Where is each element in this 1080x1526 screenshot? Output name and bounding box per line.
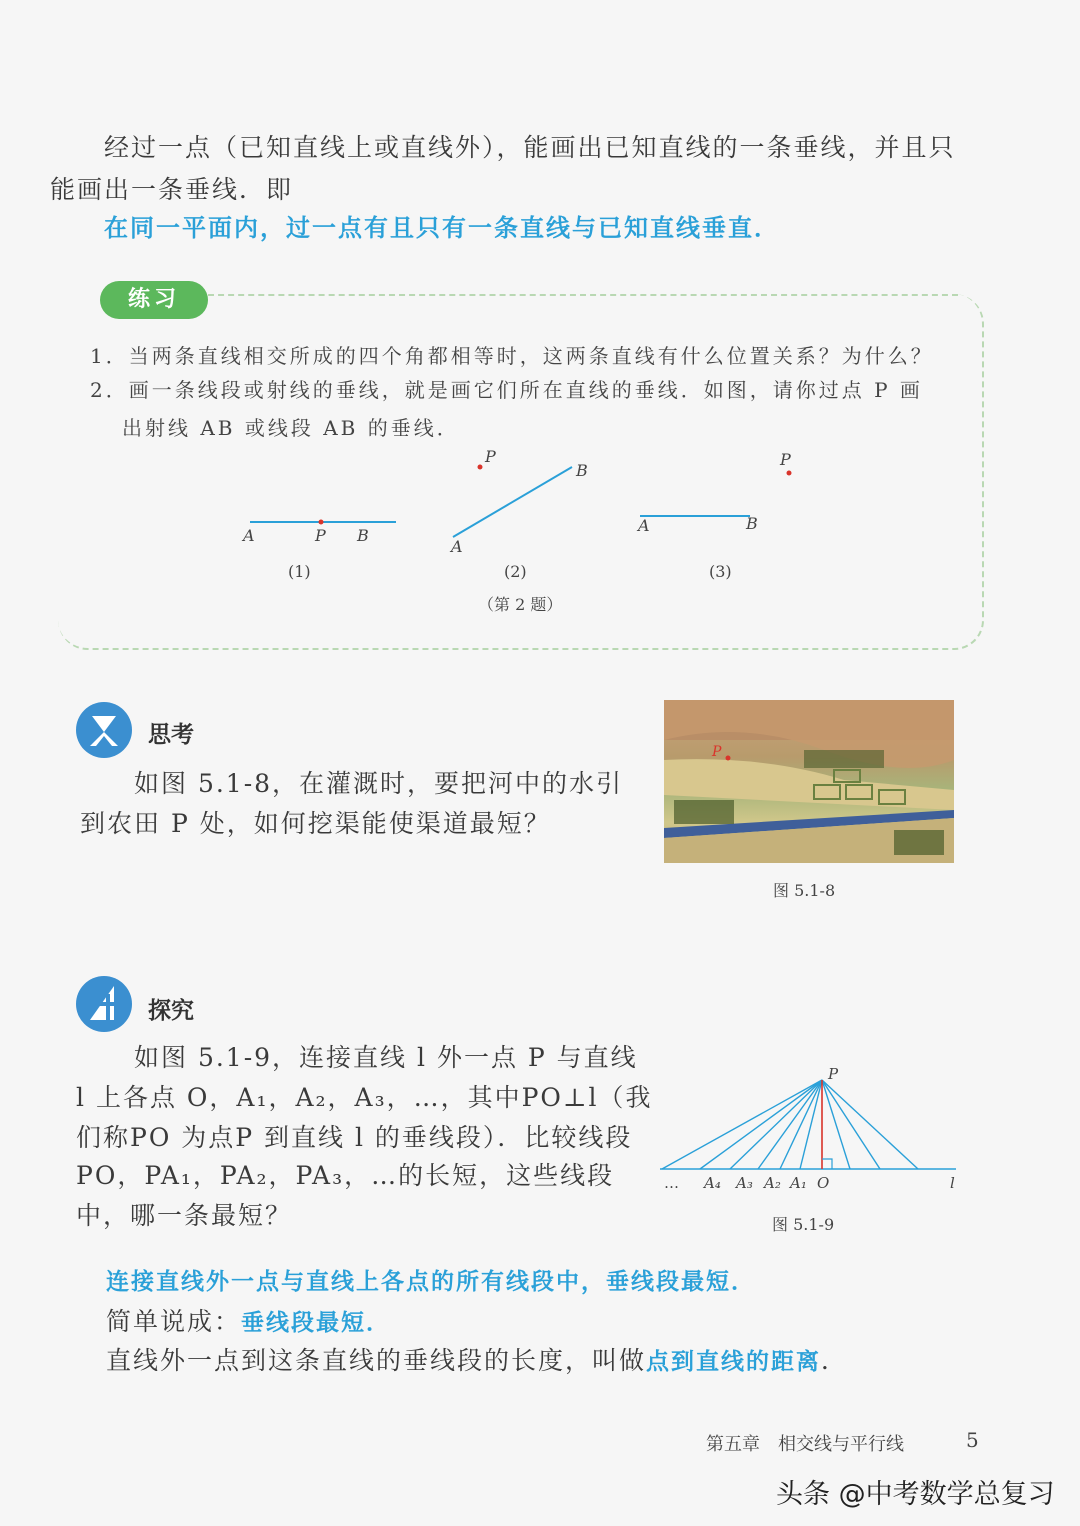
explore-line-4: PO，PA₁，PA₂，PA₃，…的长短，这些线段: [76, 1161, 615, 1190]
compass-icon: [76, 702, 132, 758]
conclusion-line-1: 连接直线外一点与直线上各点的所有线段中，垂线段最短．: [106, 1269, 756, 1295]
explore-line-1: 如图 5.1-9，连接直线 l 外一点 P 与直线: [134, 1043, 638, 1072]
conclusion-line-3: [106, 1341, 848, 1377]
fig1-label-b: B: [357, 526, 369, 545]
practice-tag: 练习: [100, 281, 208, 319]
think-line-2: 到农田 P 处，如何挖渠能使渠道最短？: [80, 809, 551, 838]
think-line-1: 如图 5.1-8，在灌溉时，要把河中的水引: [134, 769, 624, 798]
intro-line-2: 能画出一条垂线．即: [50, 175, 294, 204]
fig2-ray-ab: [453, 467, 572, 537]
watermark: 头条 @中考数学总复习: [776, 1479, 1055, 1510]
fig3-label-b: B: [746, 514, 758, 533]
perpendicular-segment-figure: [650, 1055, 970, 1215]
explore-line-2: l 上各点 O，A₁，A₂，A₃，…，其中PO⊥l（我: [76, 1083, 653, 1112]
practice-figure-caption: （第 2 题）: [478, 595, 563, 614]
chapter-title: 第五章 相交线与平行线: [706, 1434, 904, 1455]
fig1-label-a: A: [243, 526, 255, 545]
fig-label-p: P: [828, 1065, 839, 1083]
think-figure-caption: 图 5.1-8: [773, 881, 836, 900]
fig-label-a1: A₁: [790, 1174, 807, 1192]
conclusion-line-2-highlight: 垂线段最短．: [241, 1310, 392, 1336]
practice-question-2-line-2: 出射线 AB 或线段 AB 的垂线．: [122, 416, 460, 440]
practice-question-2-line-1: 2．画一条线段或射线的垂线，就是画它们所在直线的垂线．如图，请你过点 P 画: [90, 378, 923, 402]
fig-label-o: O: [817, 1174, 830, 1192]
intro-highlight: 在同一平面内，过一点有且只有一条直线与已知直线垂直．: [104, 214, 780, 242]
fig3-label-p: P: [780, 450, 791, 469]
fig2-point-p: [478, 465, 483, 470]
practice-figures: [0, 440, 1080, 620]
explore-line-3: 们称PO 为点P 到直线 l 的垂线段）．比较线段: [76, 1123, 633, 1152]
ruler-triangle-icon: [76, 976, 132, 1032]
practice-question-1: 1．当两条直线相交所成的四个角都相等时，这两条直线有什么位置关系？为什么？: [90, 344, 934, 368]
intro-line-1: 经过一点（已知直线上或直线外），能画出已知直线的一条垂线，并且只: [104, 133, 956, 162]
explore-line-5: 中，哪一条最短？: [76, 1201, 293, 1230]
fig2-label-b: B: [576, 461, 588, 480]
conclusion-line-3-suffix: ．: [821, 1346, 849, 1375]
fig3-label-a: A: [638, 516, 650, 535]
conclusion-line-3-prefix: 直线外一点到这条直线的垂线段的长度，叫做: [106, 1346, 647, 1375]
conclusion-line-2: [106, 1302, 391, 1338]
map-label-p: P: [712, 744, 722, 760]
explore-figure-caption: 图 5.1-9: [772, 1215, 835, 1234]
page-number: 5: [966, 1428, 979, 1452]
fig-label-a3: A₃: [736, 1174, 753, 1192]
fig3-caption: (3): [709, 562, 732, 581]
fig2-caption: (2): [504, 562, 527, 581]
fig-label-l: l: [950, 1174, 955, 1192]
think-title: 思考: [148, 722, 194, 748]
fig2-label-p: P: [485, 447, 496, 466]
fig1-point-p: [319, 520, 324, 525]
fig-label-a2: A₂: [764, 1174, 781, 1192]
fig1-caption: (1): [288, 562, 311, 581]
irrigation-map-image: [664, 700, 954, 863]
explore-icon: [76, 976, 132, 1032]
explore-title: 探究: [148, 998, 194, 1024]
fig2-label-a: A: [451, 537, 463, 556]
think-icon: [76, 702, 132, 758]
fig3-point-p: [787, 471, 792, 476]
conclusion-line-3-highlight: 点到直线的距离: [646, 1349, 822, 1375]
fig-label-a4: A₄: [704, 1174, 721, 1192]
conclusion-line-2-prefix: 简单说成：: [106, 1307, 242, 1336]
fig1-label-p: P: [315, 526, 326, 545]
fig-label-dots: …: [664, 1174, 679, 1192]
